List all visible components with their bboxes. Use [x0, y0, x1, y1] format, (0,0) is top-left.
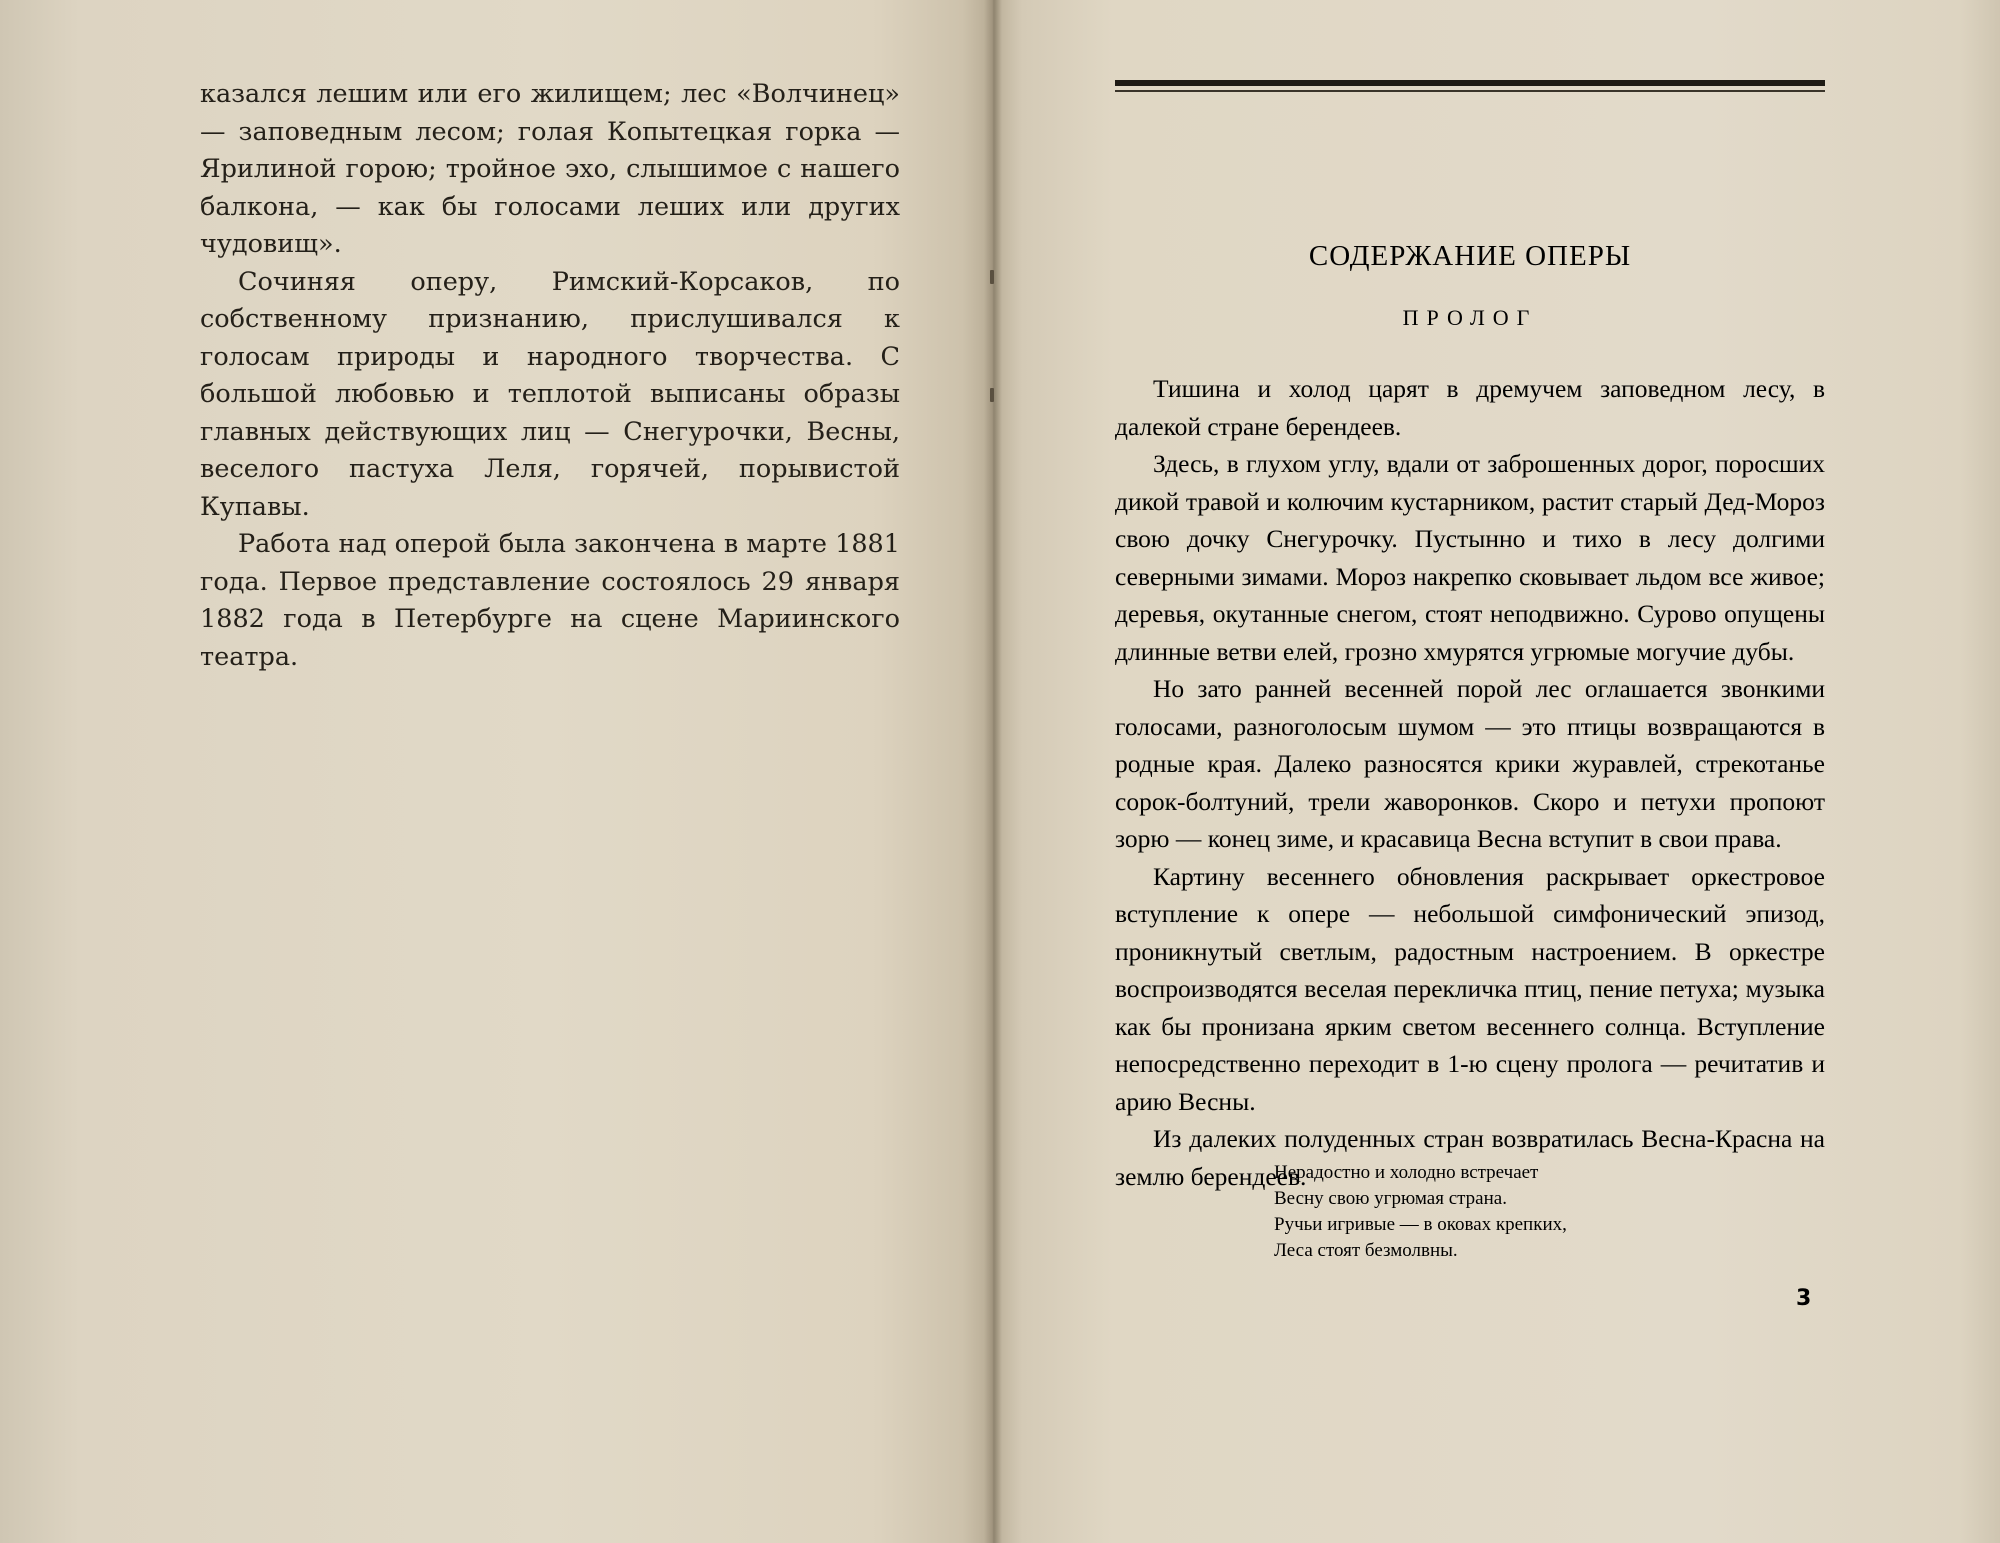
binding-stitch-bottom: [990, 388, 994, 402]
right-paragraph-1: Тишина и холод царят в дремучем заповедном лесу, в далекой стране берендеев.: [1115, 374, 1825, 441]
right-paragraph-3: Но зато ранней весенней порой лес оглашается звонкими голосами, разноголосым шумом — это птицы возвращаются в родные края. Далеко разносятся крики журавлей, стрекотанье сорок-болтуний, трели жаворонков. Скоро и петухи пропоют зорю — конец зиме, и красавица Весна вступит в свои права.: [1115, 674, 1825, 853]
right-page-text: [1115, 370, 1825, 1195]
poem-line-4: Леса стоят безмолвны.: [1274, 1240, 1458, 1261]
left-paragraph-1: казался лешим или его жилищем; лес «Волчинец» — заповедным лесом; голая Копытецкая горка — Ярилиной горою; тройное эхо, слышимое с нашего балкона, — как бы голосами леших или других чудовищ».: [200, 79, 900, 259]
header-rule: [1115, 80, 1825, 86]
right-paragraph-2: Здесь, в глухом углу, вдали от заброшенных дорог, поросших дикой травой и колючим кустарником, растит старый Дед-Мороз свою дочку Снегурочку. Пустынно и тихо в лесу долгими северными зимами. Мороз накрепко сковывает льдом все живое; деревья, окутанные снегом, стоят неподвижно. Сурово опущены длинные ветви елей, грозно хмурятся угрюмые могучие дубы.: [1115, 449, 1825, 666]
right-paragraph-5: Из далеких полуденных стран возвратилась Весна-Красна на землю берендеев.: [1115, 1124, 1825, 1191]
left-paragraph-2: Сочиняя оперу, Римский-Корсаков, по собственному признанию, прислушивался к голосам природы и народного творчества. С большой любовью и теплотой выписаны образы главных действующих лиц — Снегурочки, Весны, веселого пастуха Леля, горячей, порывистой Купавы.: [200, 266, 900, 522]
poem-excerpt: [1274, 1160, 1794, 1264]
poem-line-3: Ручьи игривые — в оковах крепких,: [1274, 1214, 1567, 1235]
header-rule-thin: [1115, 90, 1825, 92]
left-page: [0, 0, 992, 1543]
poem-line-1: Нерадостно и холодно встречает: [1274, 1162, 1539, 1183]
left-paragraph-3: Работа над оперой была закончена в марте 1881 года. Первое представление состоялось 29 января 1882 года в Петербурге на сцене Мариинского театра.: [200, 529, 900, 672]
section-subtitle: ПРОЛОГ: [1402, 305, 1538, 330]
page-number: 3: [1796, 1286, 1812, 1311]
binding-stitch-top: [990, 270, 994, 284]
poem-line-2: Весну свою угрюмая страна.: [1274, 1188, 1507, 1209]
right-paragraph-4: Картину весеннего обновления раскрывает оркестровое вступление к опере — небольшой симфонический эпизод, проникнутый светлым, радостным настроением. В оркестре воспроизводятся веселая перекличка птиц, пение петуха; музыка как бы пронизана ярким светом весеннего солнца. Вступление непосредственно переходит в 1-ю сцену пролога — речитатив и арию Весны.: [1115, 861, 1825, 1116]
book-gutter: [984, 0, 1002, 1543]
left-page-text: [200, 76, 900, 676]
section-title: СОДЕРЖАНИЕ ОПЕРЫ: [1308, 240, 1632, 272]
